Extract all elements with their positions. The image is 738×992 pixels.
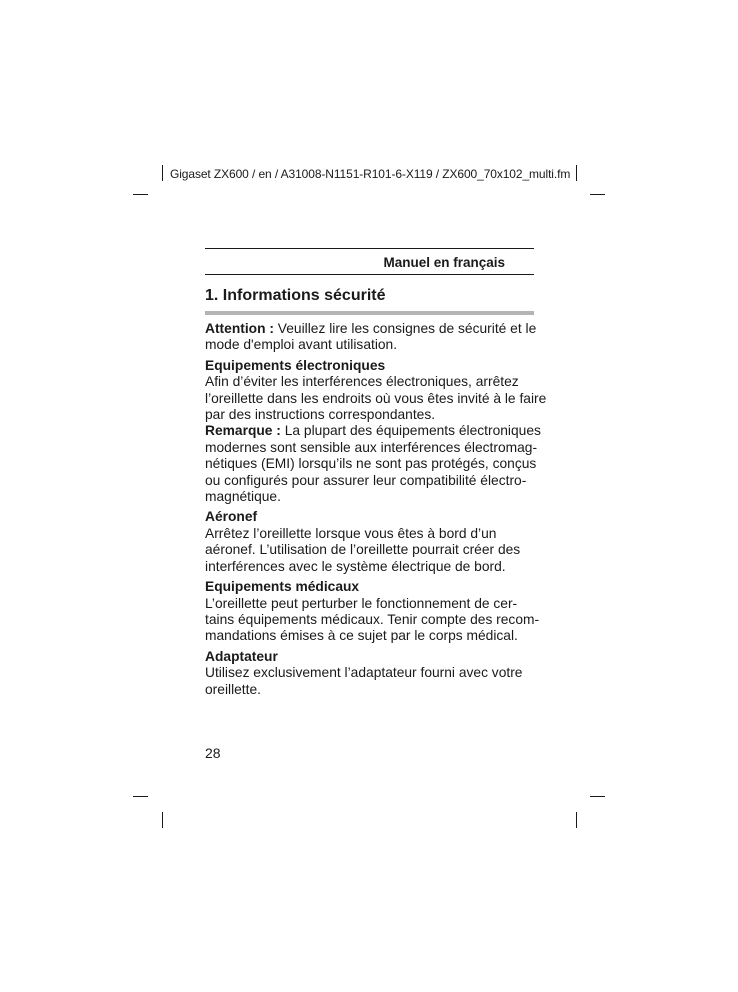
adapter-section — [205, 649, 534, 698]
crop-mark-top-left-vertical — [162, 165, 163, 181]
aircraft-section — [205, 509, 534, 575]
medical-heading: Equipements médicaux — [205, 579, 360, 595]
section-title: 1. Informations sécurité — [205, 287, 386, 304]
page-content — [205, 248, 547, 698]
intro-line: Attention : Veuillez lire les consignes de sécurité et le — [205, 321, 537, 336]
electronics-line: Afin d’éviter les interférences électroniques, arrêtez — [205, 374, 519, 390]
electronics-section — [205, 357, 547, 506]
remark-line: ou configurés pour assurer leur compatibilité électro- — [205, 472, 527, 488]
aircraft-line: aéronef. L’utilisation de l’oreillette pourrait créer des — [205, 542, 521, 558]
medical-section — [205, 579, 540, 645]
crop-mark-bottom-right-vertical — [576, 812, 577, 828]
aircraft-line: interférences avec le système électrique de bord. — [205, 558, 506, 574]
remark-label: Remarque : — [205, 423, 281, 439]
remark-line: modernes sont sensible aux interférences électromag- — [205, 439, 538, 455]
electronics-line: l’oreillette dans les endroits où vous êtes invité à le faire — [205, 390, 547, 406]
crop-mark-bottom-right-horizontal — [590, 796, 605, 797]
intro-line: mode d'emploi avant utilisation. — [205, 337, 398, 353]
adapter-heading: Adaptateur — [205, 648, 278, 664]
remark-line: nétiques (EMI) lorsqu’ils ne sont pas protégés, conçus — [205, 456, 537, 472]
section-title-rule — [205, 311, 534, 315]
crop-mark-bottom-left-vertical — [162, 812, 163, 828]
electronics-line: par des instructions correspondantes. — [205, 407, 436, 423]
aircraft-line: Arrêtez l’oreillette lorsque vous êtes à bord d’un — [205, 525, 497, 541]
medical-line: tains équipements médicaux. Tenir compte des recom- — [205, 611, 540, 627]
medical-line: mandations émises à ce sujet par le corps médical. — [205, 628, 518, 644]
medical-line: L’oreillette peut perturber le fonctionnement de cer- — [205, 595, 518, 611]
crop-mark-top-right-vertical — [576, 165, 577, 181]
crop-mark-top-left-horizontal — [133, 194, 148, 195]
manual-title: Manuel en français — [383, 255, 505, 270]
adapter-line: Utilisez exclusivement l’adaptateur fourni avec votre — [205, 665, 523, 681]
adapter-line: oreillette. — [205, 681, 261, 697]
remark-line: magnétique. — [205, 489, 281, 505]
aircraft-heading: Aéronef — [205, 509, 258, 525]
intro-paragraph — [205, 321, 537, 354]
remark-line: Remarque : La plupart des équipements électroniques — [205, 423, 541, 439]
file-path-header: Gigaset ZX600 / en / A31008-N1151-R101-6-X119 / ZX600_70x102_multi.fm — [170, 167, 571, 181]
page-number: 28 — [205, 745, 221, 761]
crop-mark-top-right-horizontal — [590, 194, 605, 195]
manual-title-band — [205, 248, 534, 275]
intro-label: Attention : — [205, 321, 274, 336]
crop-mark-bottom-left-horizontal — [133, 796, 148, 797]
electronics-heading: Equipements électroniques — [205, 357, 386, 373]
